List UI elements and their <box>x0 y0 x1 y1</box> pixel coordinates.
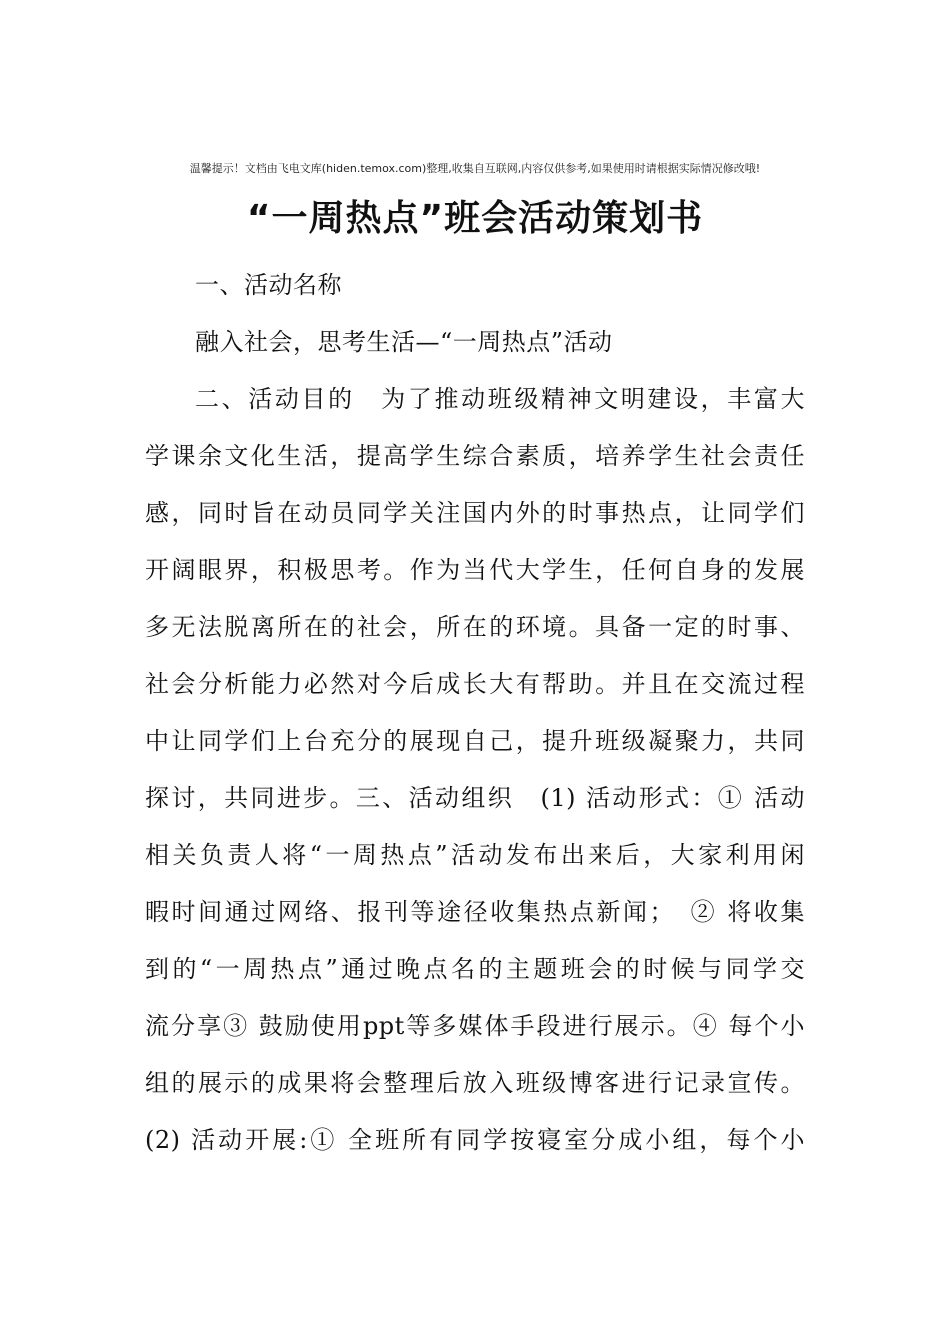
paragraph-line: 开阔眼界，积极思考。作为当代大学生，任何自身的发展 <box>145 556 805 584</box>
paragraph-line: 到的“一周热点”通过晚点名的主题班会的时候与同学交 <box>145 955 805 983</box>
section-heading: 一、活动名称 <box>195 271 342 299</box>
paragraph-line: 学课余文化生活，提高学生综合素质，培养学生社会责任 <box>145 442 805 470</box>
paragraph-line: 融入社会，思考生活—“一周热点”活动 <box>195 328 613 356</box>
paragraph-line: (2) 活动开展:① 全班所有同学按寝室分成小组，每个小 <box>145 1126 805 1154</box>
page-title: “一周热点”班会活动策划书 <box>246 198 704 239</box>
paragraph-line: 社会分析能力必然对今后成长大有帮助。并且在交流过程 <box>145 670 805 698</box>
notice-text: 温馨提示！文档由飞电文库(hiden.temox.com)整理,收集自互联网,内容仅供参考,如果使用时请根据实际情况修改哦! <box>189 162 761 175</box>
paragraph-line: 组的展示的成果将会整理后放入班级博客进行记录宣传。 <box>145 1069 805 1097</box>
paragraph-line: 二、活动目的 为了推动班级精神文明建设，丰富大 <box>195 385 805 413</box>
paragraph-line: 流分享③ 鼓励使用ppt等多媒体手段进行展示。④ 每个小 <box>145 1012 805 1040</box>
paragraph-line: 感，同时旨在动员同学关注国内外的时事热点，让同学们 <box>145 499 805 527</box>
paragraph-line: 探讨，共同进步。三、活动组织 (1) 活动形式：① 活动 <box>145 784 805 812</box>
paragraph-line: 相关负责人将“一周热点”活动发布出来后，大家利用闲 <box>145 841 805 869</box>
paragraph-line: 暇时间通过网络、报刊等途径收集热点新闻； ② 将收集 <box>145 898 805 926</box>
paragraph-line: 中让同学们上台充分的展现自己，提升班级凝聚力，共同 <box>145 727 805 755</box>
paragraph-line: 多无法脱离所在的社会，所在的环境。具备一定的时事、 <box>145 613 805 641</box>
